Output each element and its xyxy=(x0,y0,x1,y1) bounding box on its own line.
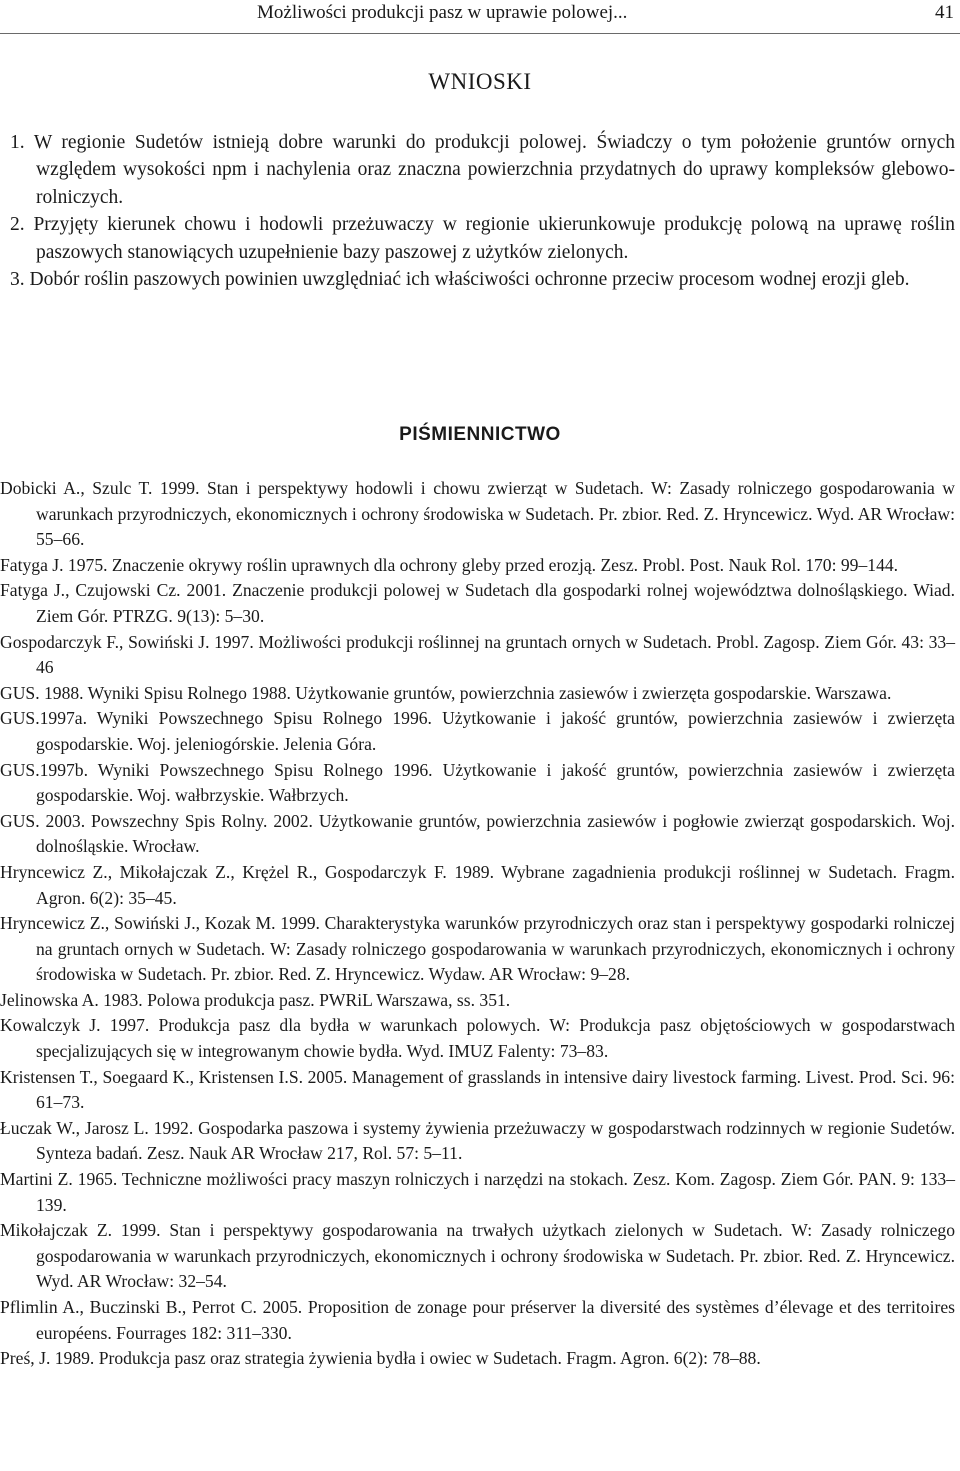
reference-item: GUS.1997b. Wyniki Powszechnego Spisu Rolnego 1996. Użytkowanie i jakość gruntów, powierzchnia zasiewów i zwierzęta gospodarskie. Woj. wałbrzyskie. Wałbrzych. xyxy=(0,759,955,806)
conclusion-item: 3. Dobór roślin paszowych powinien uwzględniać ich właściwości ochronne przeciw procesom wodnej erozji gleb. xyxy=(10,269,910,291)
references-list xyxy=(0,476,955,1372)
reference-item: Preś, J. 1989. Produkcja pasz oraz strategia żywienia bydła i owiec w Sudetach. Fragm. Agron. 6(2): 78–88. xyxy=(0,1348,761,1369)
reference-item: Gospodarczyk F., Sowiński J. 1997. Możliwości produkcji roślinnej na gruntach ornych w Sudetach. Probl. Zagosp. Ziem Gór. 43: 33–46 xyxy=(0,631,955,678)
references-heading: PIŚMIENNICTWO xyxy=(399,424,561,445)
conclusion-item: 1. W regionie Sudetów istnieją dobre warunki do produkcji polowej. Świadczy o tym położenie gruntów ornych względem wysokości npm i nachylenia oraz znaczna powierzchnia przydatnych do uprawy kompleksów glebowo-rolniczych. xyxy=(10,132,955,208)
reference-item: Kowalczyk J. 1997. Produkcja pasz dla bydła w warunkach polowych. W: Produkcja pasz objętościowych w gospodarstwach specjalizujących się w integrowanym chowie bydła. Wyd. IMUZ Falenty: 73–83. xyxy=(0,1015,955,1062)
reference-item: Hryncewicz Z., Sowiński J., Kozak M. 1999. Charakterystyka warunków przyrodniczych oraz stan i perspektywy gospodarki rolniczej na gruntach ornych w Sudetach. W: Zasady rolniczego gospodarowania w warunkach przyrodniczych, ekonomicznych i ochrony środowiska w Sudetach. Pr. zbior. Red. Z. Hryncewicz. Wydaw. AR Wrocław: 9–28. xyxy=(0,913,955,985)
page-number: 41 xyxy=(935,2,954,23)
reference-item: Mikołajczak Z. 1999. Stan i perspektywy gospodarowania na trwałych użytkach zielonych w Sudetach. W: Zasady rolniczego gospodarowania w warunkach przyrodniczych, ekonomicznych i ochrony środowiska w Sudetach. Pr. zbior. Red. Z. Hryncewicz. Wyd. AR Wrocław: 32–54. xyxy=(0,1220,955,1292)
running-head-title: Możliwości produkcji pasz w uprawie polowej... xyxy=(257,2,628,23)
reference-item: Dobicki A., Szulc T. 1999. Stan i perspektywy hodowli i chowu zwierząt w Sudetach. W: Zasady rolniczego gospodarowania w warunkach przyrodniczych, ekonomicznych i ochrony środowiska w Sudetach. Pr. zbior. Red. Z. Hryncewicz. Wyd. AR Wrocław: 55–66. xyxy=(0,478,955,550)
reference-item: Łuczak W., Jarosz L. 1992. Gospodarka paszowa i systemy żywienia przeżuwaczy w gospodarstwach rodzinnych w regionie Sudetów. Synteza badań. Zesz. Nauk AR Wrocław 217, Rol. 57: 5–11. xyxy=(0,1117,955,1164)
reference-item: GUS.1997a. Wyniki Powszechnego Spisu Rolnego 1996. Użytkowanie i jakość gruntów, powierzchnia zasiewów i zwierzęta gospodarskie. Woj. jeleniogórskie. Jelenia Góra. xyxy=(0,708,955,754)
reference-item: Fatyga J. 1975. Znaczenie okrywy roślin uprawnych dla ochrony gleby przed erozją. Zesz. Probl. Post. Nauk Rol. 170: 99–144. xyxy=(0,554,899,575)
reference-item: GUS. 1988. Wyniki Spisu Rolnego 1988. Użytkowanie gruntów, powierzchnia zasiewów i zwierzęta gospodarskie. Warszawa. xyxy=(0,682,892,703)
reference-item: Kristensen T., Soegaard K., Kristensen I.S. 2005. Management of grasslands in intensive dairy livestock farming. Livest. Prod. Sci. 96: 61–73. xyxy=(0,1066,955,1113)
header-rule xyxy=(0,33,960,34)
running-head xyxy=(0,0,960,32)
reference-item: GUS. 2003. Powszechny Spis Rolny. 2002. Użytkowanie gruntów, powierzchnia zasiewów i pogłowie zwierząt gospodarskich. Woj. dolnośląskie. Wrocław. xyxy=(0,810,955,857)
conclusions-list xyxy=(5,129,955,293)
reference-item: Jelinowska A. 1983. Polowa produkcja pasz. PWRiL Warszawa, ss. 351. xyxy=(0,989,511,1010)
reference-item: Martini Z. 1965. Techniczne możliwości pracy maszyn rolniczych i narzędzi na stokach. Zesz. Kom. Zagosp. Ziem Gór. PAN. 9: 133–139. xyxy=(0,1169,955,1215)
reference-item: Hryncewicz Z., Mikołajczak Z., Krężel R., Gospodarczyk F. 1989. Wybrane zagadnienia produkcji roślinnej w Sudetach. Fragm. Agron. 6(2): 35–45. xyxy=(0,861,955,908)
conclusion-item: 2. Przyjęty kierunek chowu i hodowli przeżuwaczy w regionie ukierunkowuje produkcję polową na uprawę roślin paszowych stanowiących uzupełnienie bazy paszowej z użytków zielonych. xyxy=(10,214,955,263)
reference-item: Fatyga J., Czujowski Cz. 2001. Znaczenie produkcji polowej w Sudetach dla gospodarki rolnej województwa dolnośląskiego. Wiad. Ziem Gór. PTRZG. 9(13): 5–30. xyxy=(0,580,955,626)
conclusions-heading: WNIOSKI xyxy=(428,69,532,94)
reference-item: Pflimlin A., Buczinski B., Perrot C. 2005. Proposition de zonage pour préserver la diversité des systèmes d’élevage et des territoires européens. Fourrages 182: 311–330. xyxy=(0,1297,955,1343)
